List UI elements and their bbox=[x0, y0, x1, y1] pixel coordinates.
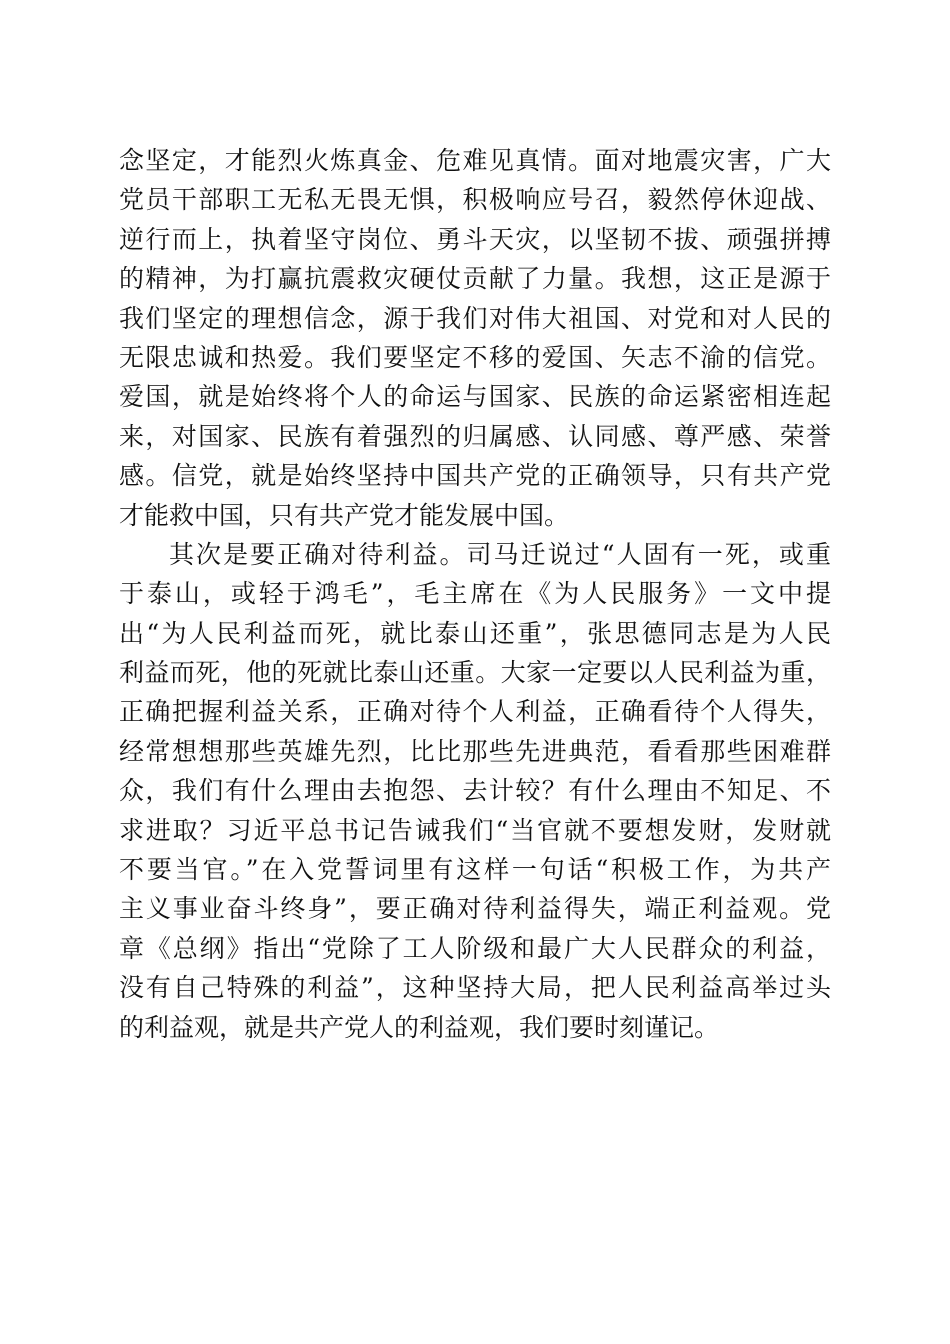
paragraph-line: 无限忠诚和热爱。我们要坚定不移的爱国、矢志不渝的信党。 bbox=[119, 342, 831, 372]
paragraph-line: 正确把握利益关系，正确对待个人利益，正确看待个人得失， bbox=[119, 697, 831, 727]
paragraph-line: 爱国，就是始终将个人的命运与国家、民族的命运紧密相连起 bbox=[119, 382, 831, 412]
paragraph-line: 其次是要正确对待利益。司马迁说过“人固有一死，或重 bbox=[169, 539, 831, 569]
paragraph-line: 章《总纲》指出“党除了工人阶级和最广大人民群众的利益， bbox=[119, 933, 831, 963]
paragraph-line: 我们坚定的理想信念，源于我们对伟大祖国、对党和对人民的 bbox=[119, 303, 831, 333]
paragraph-line: 念坚定，才能烈火炼真金、危难见真情。面对地震灾害，广大 bbox=[119, 146, 831, 175]
paragraph-line: 出“为人民利益而死，就比泰山还重”，张思德同志是为人民 bbox=[119, 618, 831, 648]
paragraph-line: 没有自己特殊的利益”，这种坚持大局，把人民利益高举过头 bbox=[119, 973, 831, 1003]
paragraph-line: 众，我们有什么理由去抱怨、去计较？有什么理由不知足、不 bbox=[119, 776, 831, 806]
paragraph-line: 经常想想那些英雄先烈，比比那些先进典范，看看那些困难群 bbox=[119, 736, 831, 766]
paragraph-line: 才能救中国，只有共产党才能发展中国。 bbox=[119, 500, 570, 530]
paragraph-line: 的精神，为打赢抗震救灾硬仗贡献了力量。我想，这正是源于 bbox=[119, 264, 831, 294]
paragraph-line: 利益而死，他的死就比泰山还重。大家一定要以人民利益为重， bbox=[119, 658, 831, 688]
paragraph-line: 党员干部职工无私无畏无惧，积极响应号召，毅然停休迎战、 bbox=[119, 185, 831, 215]
paragraph-1 bbox=[119, 141, 831, 535]
paragraph-line: 求进取？习近平总书记告诫我们“当官就不要想发财，发财就 bbox=[119, 815, 831, 845]
paragraph-line: 主义事业奋斗终身”，要正确对待利益得失，端正利益观。党 bbox=[119, 894, 831, 924]
paragraph-line: 逆行而上，执着坚守岗位、勇斗天灾，以坚韧不拔、顽强拼搏 bbox=[119, 224, 831, 254]
paragraph-line: 的利益观，就是共产党人的利益观，我们要时刻谨记。 bbox=[119, 1012, 720, 1042]
paragraph-line: 感。信党，就是始终坚持中国共产党的正确领导，只有共产党 bbox=[119, 461, 831, 491]
paragraph-line: 来，对国家、民族有着强烈的归属感、认同感、尊严感、荣誉 bbox=[119, 421, 831, 451]
paragraph-2 bbox=[119, 535, 831, 1047]
paragraph-line: 不要当官。”在入党誓词里有这样一句话“积极工作，为共产 bbox=[119, 855, 831, 885]
document-body bbox=[119, 141, 831, 1047]
paragraph-line: 于泰山，或轻于鸿毛”，毛主席在《为人民服务》一文中提 bbox=[119, 579, 831, 609]
